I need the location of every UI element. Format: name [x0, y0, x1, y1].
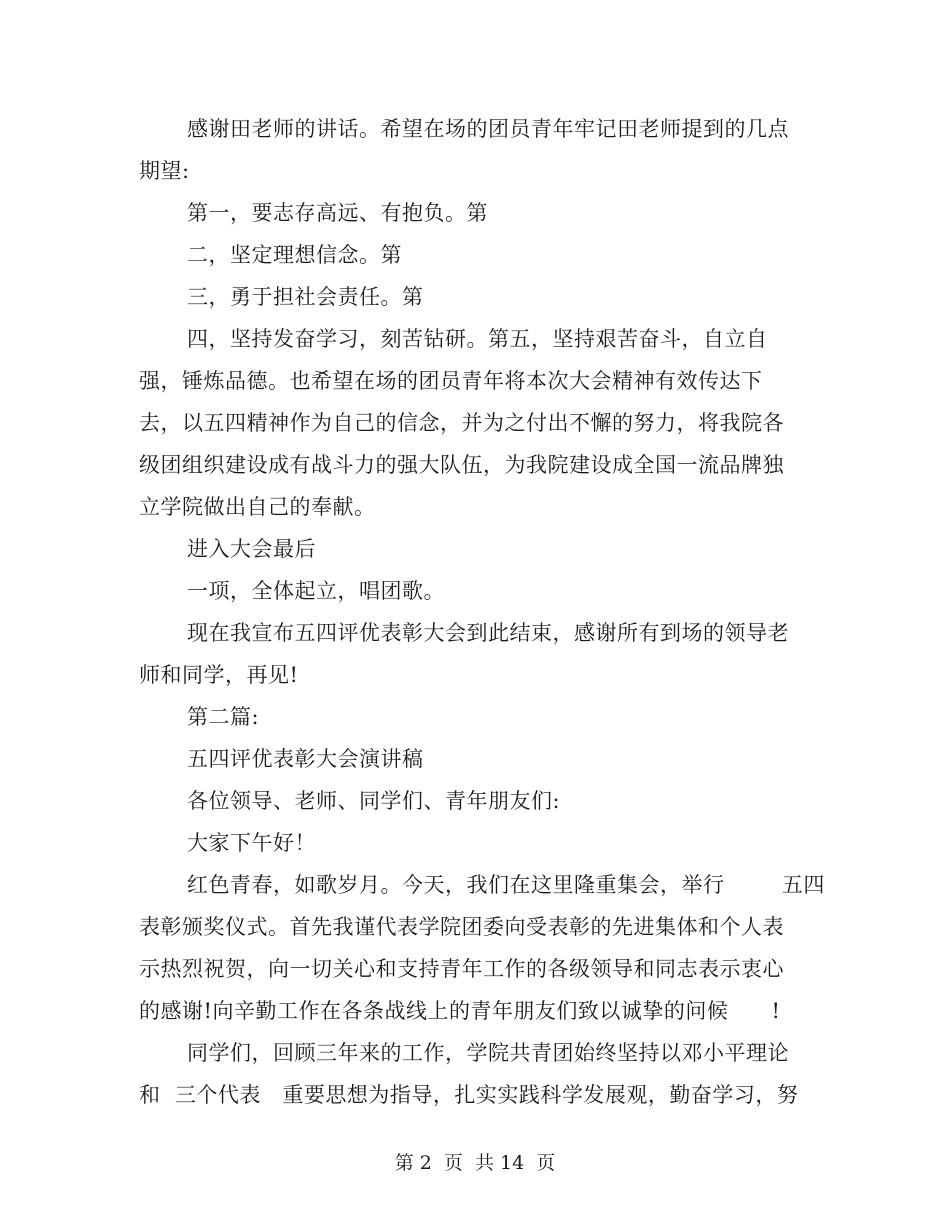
body-line: 去，以五四精神作为自己的信念，并为之付出不懈的努力，将我院各: [139, 411, 784, 435]
body-line: 和 三个代表 重要思想为指导，扎实实践科学发展观，勤奋学习，努: [139, 1083, 799, 1107]
body-line: 级团组织建设成有战斗力的强大队伍，为我院建设成全国一流品牌独: [139, 453, 784, 477]
body-line: 表彰颁奖仪式。首先我谨代表学院团委向受表彰的先进集体和个人表: [139, 915, 784, 939]
body-line: 大家下午好！: [187, 831, 316, 855]
body-line: 二，坚定理想信念。第: [187, 243, 402, 267]
body-line: 红色青春，如歌岁月。今天，我们在这里隆重集会，举行 五四: [187, 873, 825, 897]
body-line: 的感谢!向辛勤工作在各条战线上的青年朋友们致以诚挚的问候 !: [139, 999, 781, 1023]
body-line: 进入大会最后: [187, 537, 316, 561]
body-line: 同学们，回顾三年来的工作，学院共青团始终坚持以邓小平理论: [187, 1041, 789, 1065]
page-number-label: 第 2 页 共 14 页: [394, 1152, 556, 1174]
speech-title: 五四评优表彰大会演讲稿: [187, 747, 424, 771]
body-line: 各位领导、老师、同学们、青年朋友们:: [187, 789, 561, 813]
body-line: 强，锤炼品德。也希望在场的团员青年将本次大会精神有效传达下: [139, 369, 763, 393]
body-line: 期望:: [139, 159, 190, 183]
body-line: 现在我宣布五四评优表彰大会到此结束，感谢所有到场的领导老: [187, 621, 789, 645]
body-line: 示热烈祝贺，向一切关心和支持青年工作的各级领导和同志表示衷心: [139, 957, 784, 981]
section-heading: 第二篇:: [187, 705, 260, 729]
body-line: 四，坚持发奋学习，刻苦钻研。第五，坚持艰苦奋斗，自立自: [187, 327, 768, 351]
page-footer: [0, 1151, 950, 1175]
body-line: 第一，要志存高远、有抱负。第: [187, 201, 488, 225]
body-line: 三，勇于担社会责任。第: [187, 285, 424, 309]
body-line: 一项，全体起立，唱团歌。: [187, 579, 445, 603]
body-line: 师和同学，再见!: [139, 663, 299, 687]
body-line: 立学院做出自己的奉献。: [139, 495, 376, 519]
body-line: 感谢田老师的讲话。希望在场的团员青年牢记田老师提到的几点: [187, 117, 789, 141]
